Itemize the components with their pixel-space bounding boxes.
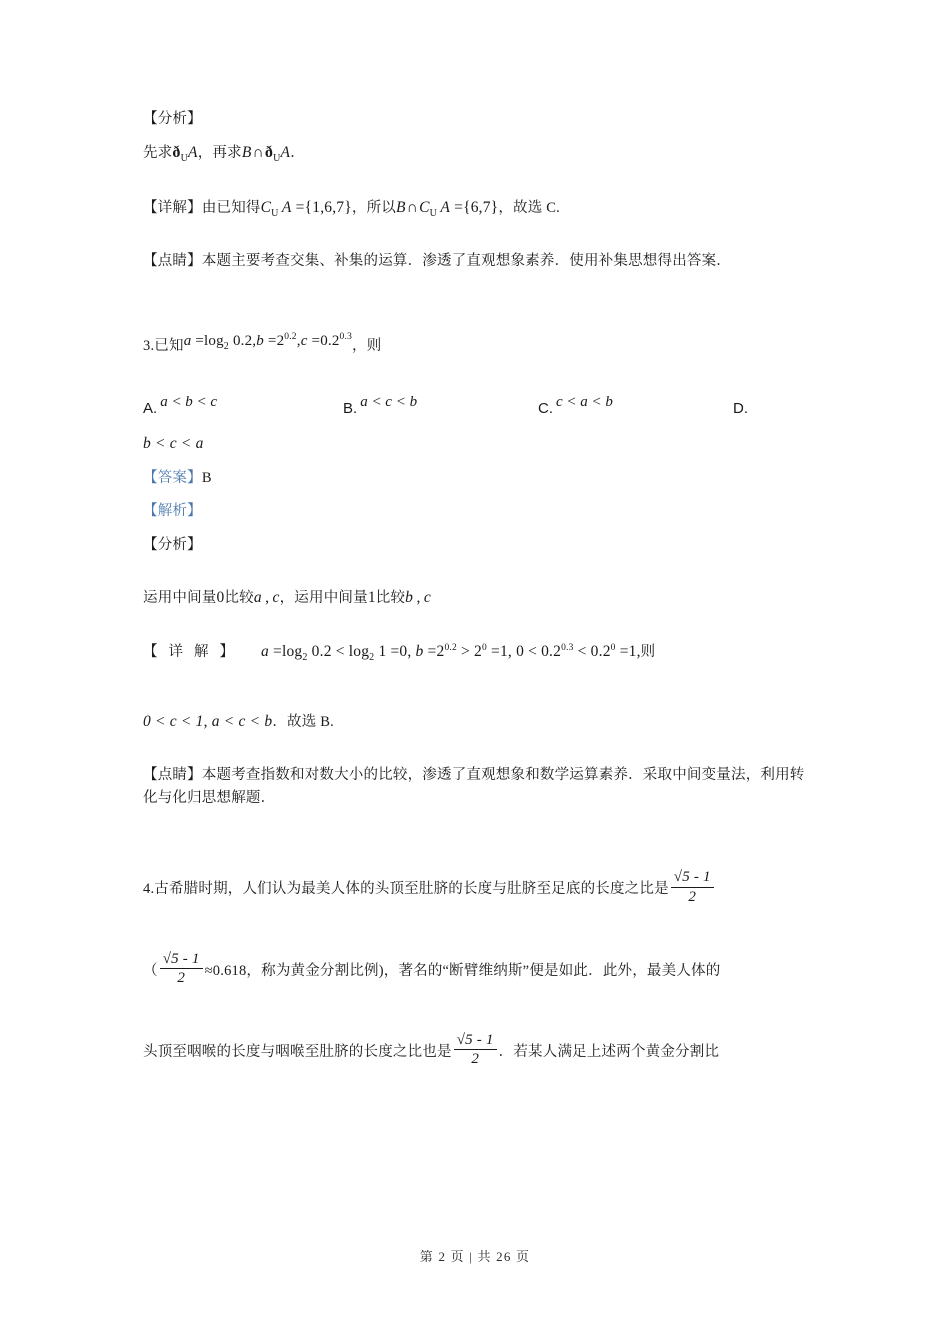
detail-tail: ，故选 C. <box>498 200 560 217</box>
q3-option-d-value-line <box>143 432 808 456</box>
q4-line-2-text: ≈0.618，称为黄金分割比例)，著名的“断臂维纳斯”便是如此．此外，最美人体的 <box>204 962 721 979</box>
fraction-denominator: 2 <box>688 888 697 905</box>
detail-tag: 【详解】 <box>143 644 245 661</box>
insight-text: 本题主要考查交集、补集的运算．渗透了直观想象素养．使用补集思想得出答案． <box>201 253 732 270</box>
analysis-prefix: 先求 <box>143 145 173 162</box>
q4-paren-open: （ <box>143 962 158 979</box>
option-a-value: a < b < c <box>160 394 218 410</box>
analysis-tag: 【分析】 <box>143 111 202 127</box>
q3-detail-tail: 则 <box>640 644 656 661</box>
q3-detail-conclusion: 0 < c < 1, a < c < b <box>143 713 273 731</box>
q2-detail-line <box>143 196 808 220</box>
detail-math-2: $B\cap C_U$ A ={6,7} <box>396 199 499 220</box>
q4-number: 4. <box>143 881 155 898</box>
answer-tag: 【答案】 <box>143 470 202 487</box>
q3-stem-math: $a =\log_2$ $0.2,b =2^{0.2},c =0.2^{0.3}$ <box>183 331 353 352</box>
detail-mid: ，所以 <box>351 200 396 217</box>
option-d[interactable] <box>733 400 748 418</box>
q3-stem <box>143 331 808 358</box>
analysis-suffix: ． <box>290 145 305 162</box>
mid-value-1: 1 <box>367 589 376 607</box>
q3-detail-conclusion-tail: ．故选 B. <box>272 714 334 731</box>
option-c-label: C. <box>538 400 553 417</box>
complement-expr-1: $ð_UA$ <box>172 144 198 165</box>
analysis-tag: 【分析】 <box>143 536 202 553</box>
q2-analysis-body <box>143 141 808 166</box>
q3-insight-line <box>143 764 808 809</box>
compare-vars-1: a , c <box>253 589 280 607</box>
option-a-label: A. <box>143 400 158 417</box>
q3-answer-line <box>143 467 808 489</box>
insight-text: 本题考查指数和对数大小的比较，渗透了直观想象和数学运算素养．采取中间变量法，利用转化与化归思想解题． <box>143 767 805 806</box>
option-d-label: D. <box>733 400 748 417</box>
q2-insight-line <box>143 250 808 272</box>
insight-tag: 【点睛】 <box>143 767 202 784</box>
detail-tag: 【详解】 <box>143 200 202 217</box>
explain-tag: 【解析】 <box>143 503 202 520</box>
insight-tag: 【点睛】 <box>143 253 202 270</box>
q3-detail-math: $a =\log_2$ $0.2 < \log_2 1 =0$, $b =2^{0.2} > 2^0 =1$, $0 < 0.2^{0.3} < 0.2^0 =1$, <box>261 643 641 664</box>
option-c-value: c < a < b <box>556 394 613 410</box>
q3-explain-line <box>143 500 808 522</box>
golden-ratio-fraction <box>454 1032 497 1067</box>
option-d-value: b < c < a <box>143 435 204 452</box>
complement-expr-2: $B\cap ð_UA$ <box>241 144 291 165</box>
analysis-part-1: 运用中间量 <box>143 590 217 607</box>
q3-detail-line <box>143 640 808 664</box>
q3-stem-lead: 已知 <box>154 337 184 354</box>
fraction-numerator: √5 - 1 <box>671 869 714 887</box>
golden-ratio-fraction <box>671 869 714 904</box>
compare-vars-2: b , c <box>405 589 431 607</box>
analysis-part-4: 比较 <box>375 590 406 607</box>
q4-line-1 <box>143 871 808 906</box>
q4-line-2 <box>143 950 808 988</box>
page-content <box>143 108 808 1086</box>
q3-analysis-tag-line <box>143 534 808 556</box>
analysis-mid: ，再求 <box>197 145 242 162</box>
analysis-part-2: 比较 <box>224 590 254 607</box>
fraction-numerator: √5 - 1 <box>160 951 203 969</box>
option-b[interactable] <box>343 394 418 418</box>
mid-value-0: 0 <box>216 589 225 607</box>
golden-ratio-fraction <box>160 951 203 986</box>
q4-line-3-after: ．若某人满足上述两个黄金分割比 <box>498 1044 720 1061</box>
q3-options-row <box>143 388 808 418</box>
fraction-denominator: 2 <box>471 1051 480 1068</box>
q3-analysis-body <box>143 586 808 610</box>
analysis-part-3: ，运用中间量 <box>279 590 368 607</box>
page-footer: 第 2 页 | 共 26 页 <box>419 1249 531 1264</box>
q3-stem-tail: ，则 <box>352 337 382 354</box>
q3-detail-line-2 <box>143 710 808 734</box>
fraction-numerator: √5 - 1 <box>454 1032 497 1050</box>
option-b-value: a < c < b <box>360 394 418 410</box>
q4-line-3-before: 头顶至咽喉的长度与咽喉至肚脐的长度之比也是 <box>143 1044 452 1061</box>
q4-line-3 <box>143 1034 808 1069</box>
option-b-label: B. <box>343 400 358 417</box>
option-c[interactable] <box>538 394 613 418</box>
fraction-denominator: 2 <box>177 969 186 986</box>
option-a[interactable] <box>143 394 218 418</box>
detail-lead: 由已知得 <box>201 200 261 217</box>
q4-line-1-text: 古希腊时期，人们认为最美人体的头顶至肚脐的长度与肚脐至足底的长度之比是 <box>154 881 669 898</box>
q2-analysis-tag-line <box>143 108 808 130</box>
detail-math-1: $C_U$ A ={1,6,7} <box>260 199 352 220</box>
q3-number: 3. <box>143 337 155 354</box>
answer-value: B <box>201 470 212 487</box>
